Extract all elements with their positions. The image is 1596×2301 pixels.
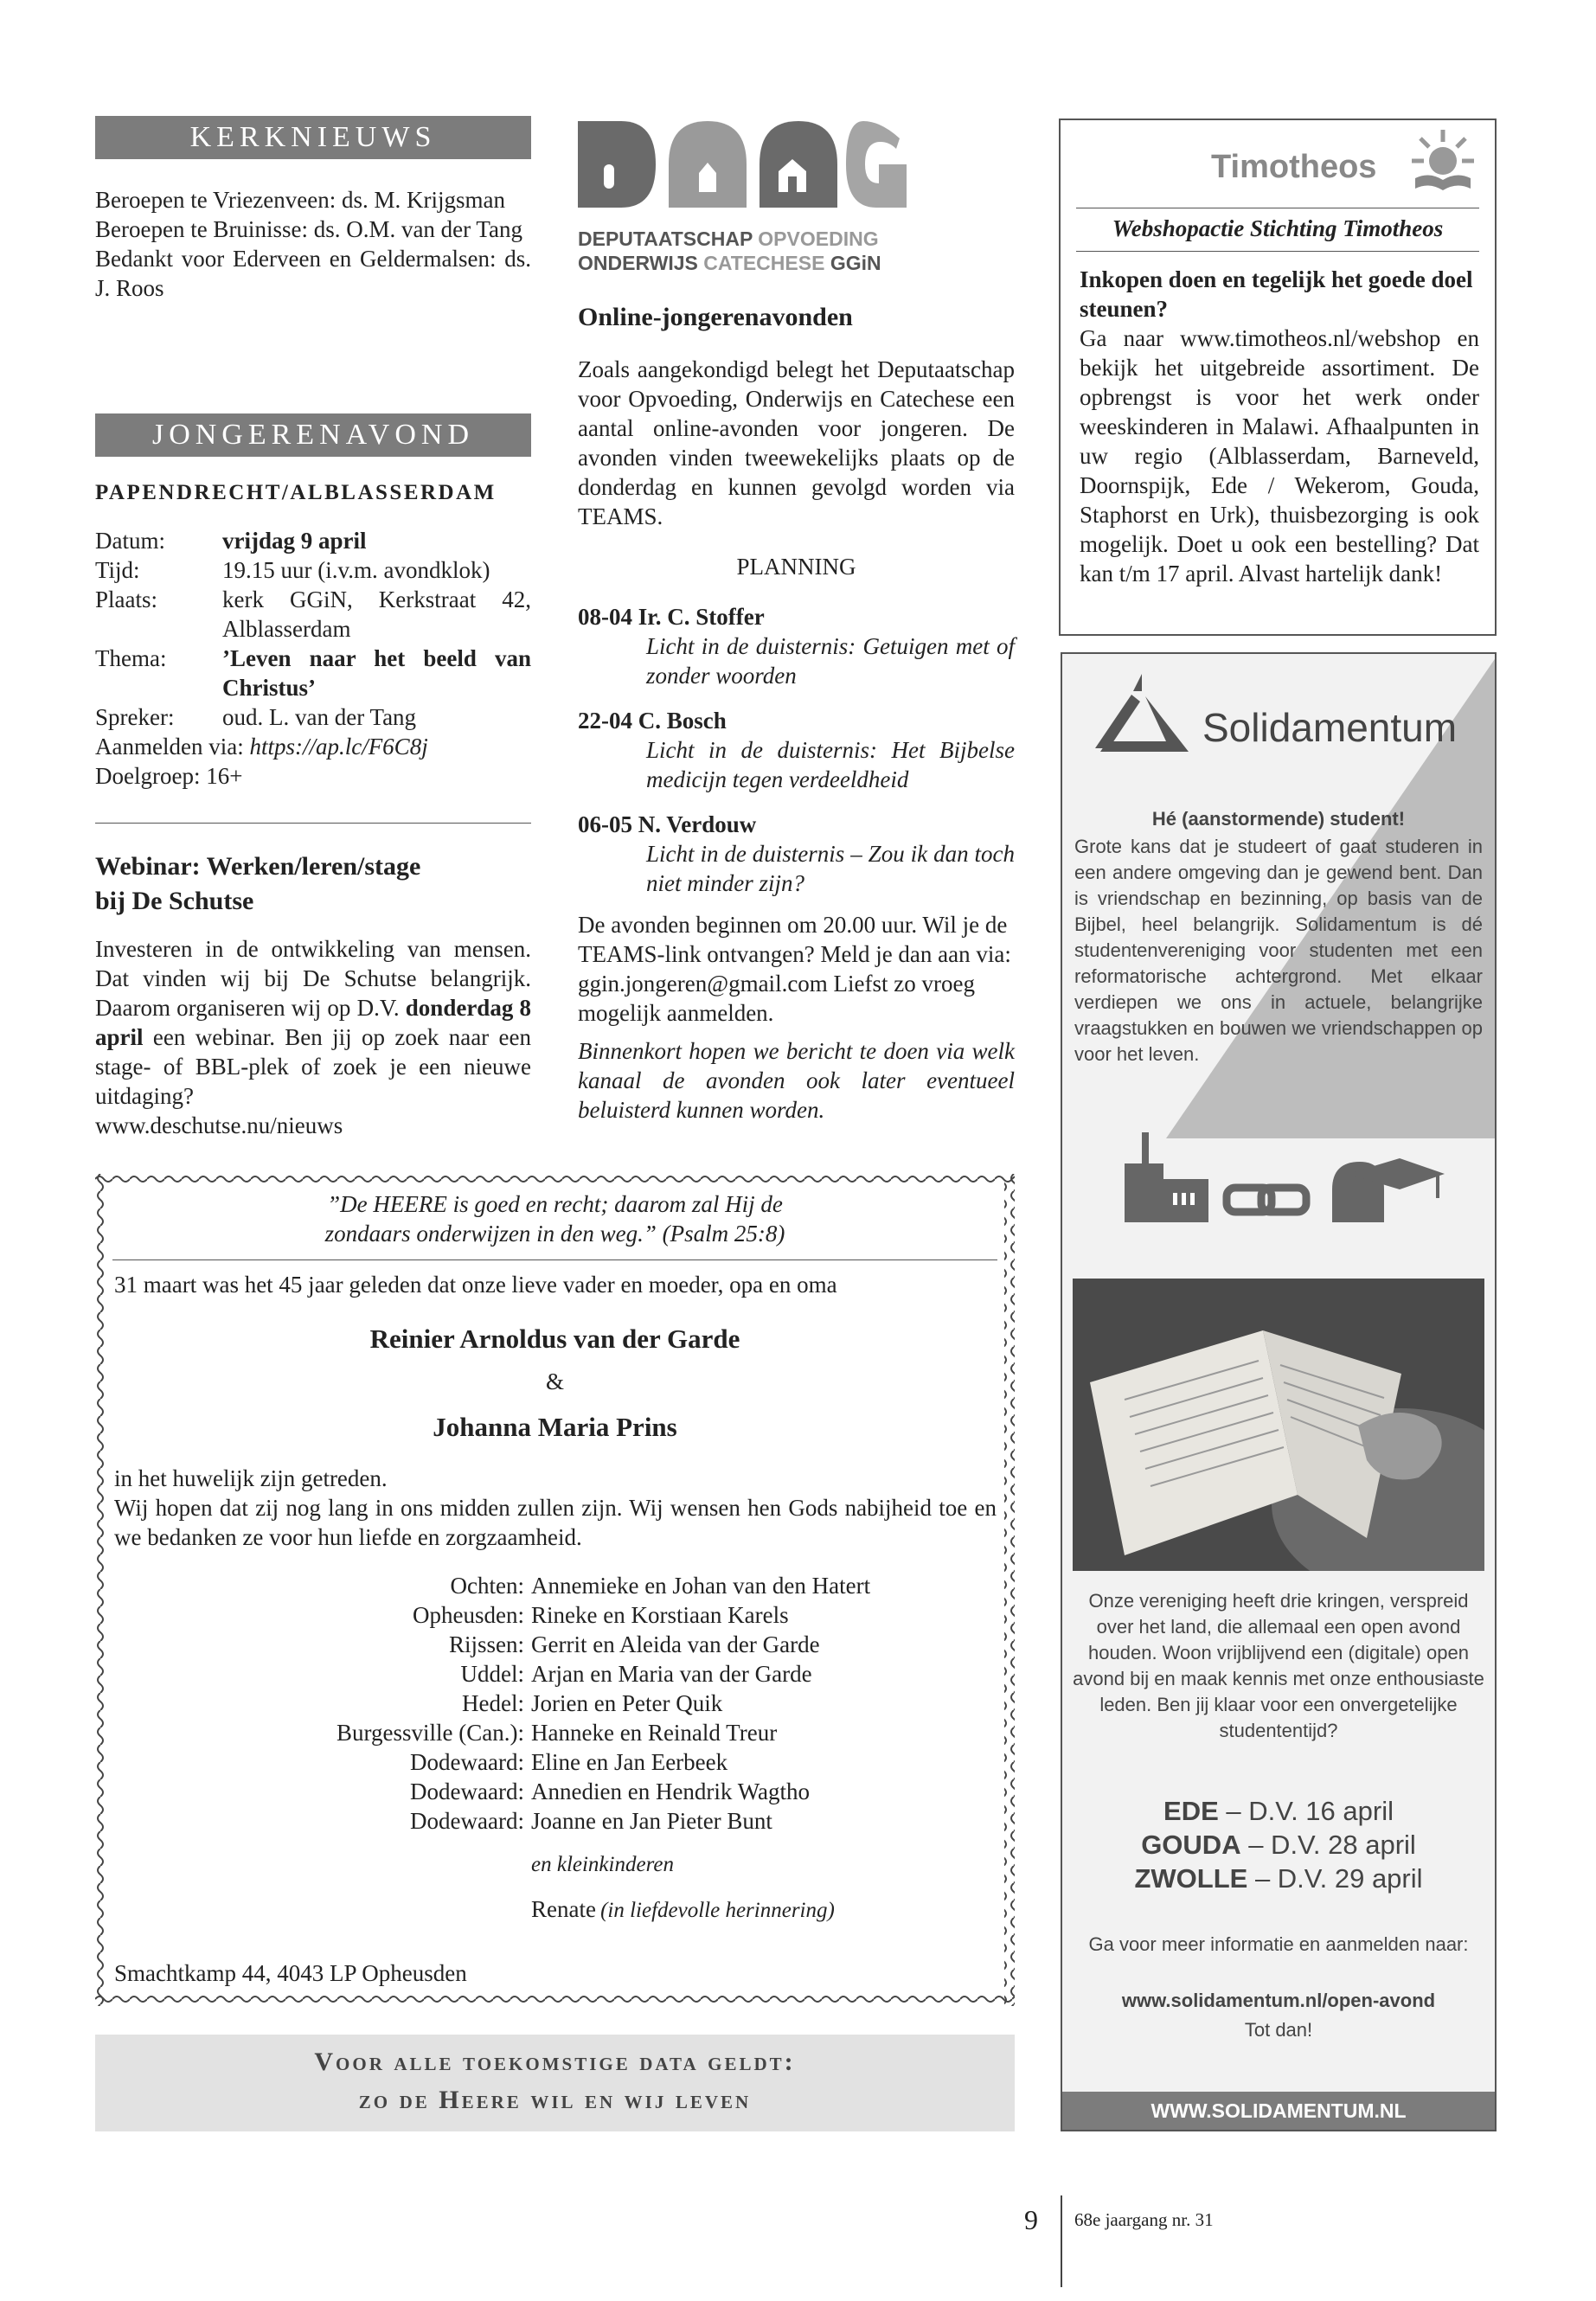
event-city: ZWOLLE <box>1134 1863 1248 1894</box>
family-names: Hanneke en Reinald Treur <box>531 1720 778 1746</box>
address: Smachtkamp 44, 4043 LP Opheusden <box>114 1960 467 1986</box>
planning-speaker: C. Bosch <box>638 708 727 734</box>
church-chain-graduation-icon <box>1125 1129 1445 1233</box>
event-date: – D.V. 29 april <box>1254 1863 1423 1894</box>
register-link[interactable]: https://ap.lc/F6C8j <box>249 734 428 760</box>
doog-title: Online-jongerenavonden <box>578 303 853 331</box>
logo-text: OPVOEDING <box>758 228 879 250</box>
anniversary-text <box>114 1464 997 1552</box>
family-place: Dodewaard: <box>410 1749 524 1775</box>
solidamentum-thanks: Tot dan! <box>1244 2019 1313 2041</box>
solidamentum-url[interactable]: www.solidamentum.nl/open-avond <box>1121 1990 1436 2011</box>
detail-value: ’Leven naar het beeld van Christus’ <box>222 645 531 701</box>
timotheos-logo-text: Timotheos <box>1211 149 1377 185</box>
family-place: Burgessville (Can.): <box>337 1720 524 1746</box>
family-place: Ochten: <box>450 1573 524 1599</box>
kerknieuws-list <box>95 185 531 303</box>
event-date: – D.V. 28 april <box>1248 1830 1416 1860</box>
doog-logo-graphic <box>578 112 907 209</box>
issue-info: 68e jaargang nr. 31 <box>1074 2209 1214 2230</box>
doog-closing-note: Binnenkort hopen we bericht te doen via welk kanaal de avonden ook later eventueel beluisterd kunnen worden. <box>578 1038 1015 1123</box>
anniversary-quote <box>112 1189 997 1248</box>
planning-topic: Licht in de duisternis: Getuigen met of zonder woorden <box>646 633 1015 689</box>
family-names: Rineke en Korstiaan Karels <box>531 1602 789 1628</box>
family-names: Annedien en Hendrik Wagtho <box>531 1779 810 1804</box>
event-row <box>1073 1828 1484 1862</box>
open-bible-image-icon <box>1073 1279 1484 1571</box>
logo-text: GGiN <box>830 252 881 274</box>
doog-logo-icon <box>578 112 907 209</box>
family-place: Rijssen: <box>448 1631 524 1657</box>
webinar-body <box>95 934 531 1140</box>
list-item: Bedankt voor Ederveen en Geldermalsen: ds. J. Roos <box>95 246 531 301</box>
divider <box>95 823 531 824</box>
planning-speaker: N. Verdouw <box>638 811 757 837</box>
family-row <box>112 1718 997 1747</box>
planning-item <box>578 602 1015 690</box>
solidamentum-footer-link[interactable]: WWW.SOLIDAMENTUM.NL <box>1062 2092 1495 2130</box>
anniversary-intro: 31 maart was het 45 jaar geleden dat onze lieve vader en moeder, opa en oma <box>114 1272 837 1298</box>
timotheos-logo <box>1410 128 1476 197</box>
quote-line: ”De HEERE is goed en recht; daarom zal Hij de <box>327 1191 783 1217</box>
event-row <box>1073 1794 1484 1828</box>
timotheos-lead: Inkopen doen en tegelijk het goede doel steunen? <box>1080 266 1473 322</box>
timotheos-body: Ga naar www.timotheos.nl/webshop en bekijk het uitgebreide assortiment. De opbrengst is voor het werk onder weeskinderen in Malawi. Afhaalpunten in uw regio (Alblasserdam, Barneveld, Doornspijk, Ede / Wekerom, Gouda, Staphorst en Urk), thuisbezorging is ook mogelijk. Doet u ook een bestelling? Dat kan t/m 17 april. Alvast hartelijk dank! <box>1080 325 1479 586</box>
event-date: – D.V. 16 april <box>1226 1796 1394 1826</box>
doog-logo-text <box>578 227 958 275</box>
detail-label: Thema: <box>95 645 167 671</box>
solidamentum-logo-icon <box>1092 670 1195 757</box>
name-wife: Johanna Maria Prins <box>433 1412 677 1442</box>
divider <box>1076 251 1479 252</box>
detail-value: 19.15 uur (i.v.m. avondklok) <box>222 557 490 583</box>
anniversary-line: in het huwelijk zijn getreden. <box>114 1465 388 1491</box>
ampersand: & <box>545 1368 564 1394</box>
event-city: EDE <box>1163 1796 1219 1826</box>
quote-line: zondaars onderwijzen in den weg.” (Psalm 25:8) <box>324 1221 785 1247</box>
solidamentum-logo-text: Solidamentum <box>1202 705 1458 750</box>
family-place: Dodewaard: <box>410 1779 524 1804</box>
webinar-text: Investeren in de ontwikkeling van mensen. Dat vinden wij bij De Schutse belangrijk. Daarom organiseren wij op D.V. <box>95 936 531 1021</box>
planning-label: PLANNING <box>736 554 856 580</box>
family-row <box>112 1600 997 1630</box>
detail-label: Plaats: <box>95 586 157 612</box>
anniversary-line: Wij hopen dat zij nog lang in ons midden zullen zijn. Wij wensen hen Gods nabijheid toe en we bedanken ze voor hun liefde en zorgzaamheid. <box>114 1495 997 1550</box>
solidamentum-events <box>1073 1794 1484 1895</box>
planning-date: 22-04 <box>578 708 632 734</box>
logo-text: DEPUTAATSCHAP <box>578 228 753 250</box>
renate-name: Renate <box>531 1896 596 1922</box>
family-names: Joanne en Jan Pieter Bunt <box>531 1808 772 1834</box>
family-row <box>112 1747 997 1777</box>
list-item: Beroepen te Vriezenveen: ds. M. Krijgsman <box>95 187 505 213</box>
family-names: Gerrit en Aleida van der Garde <box>531 1631 820 1657</box>
banner-line: Voor alle toekomstige data geldt: <box>314 2048 796 2076</box>
target-audience: Doelgroep: 16+ <box>95 763 243 789</box>
detail-value: kerk GGiN, Kerkstraat 42, Alblasserdam <box>222 586 531 642</box>
family-row <box>112 1630 997 1659</box>
planning-date: 08-04 <box>578 604 632 630</box>
family-names: Annemieke en Johan van den Hatert <box>531 1573 871 1599</box>
planning-topic: Licht in de duisternis: Het Bijbelse medicijn tegen verdeeldheid <box>646 737 1015 792</box>
jongerenavond-subtitle: PAPENDRECHT/ALBLASSERDAM <box>95 481 497 504</box>
event-row <box>1073 1862 1484 1895</box>
family-row <box>112 1571 997 1600</box>
solidamentum-headline: Hé (aanstormende) student! <box>1151 808 1406 830</box>
family-place: Uddel: <box>460 1661 524 1687</box>
kerknieuws-header: KERKNIEUWS <box>95 116 531 159</box>
renate-line <box>531 1896 835 1923</box>
family-names: Jorien en Peter Quik <box>531 1690 723 1716</box>
family-place: Hedel: <box>462 1690 524 1716</box>
webinar-date: donderdag 8 april <box>95 995 531 1050</box>
doog-intro: Zoals aangekondigd belegt het Deputaatschap voor Opvoeding, Onderwijs en Catechese een aantal online-avonden voor jongeren. De avonden vinden tweewekelijks plaats op de donderdag en kunnen gevolgd worden via TEAMS. <box>578 356 1015 529</box>
family-names: Eline en Jan Eerbeek <box>531 1749 728 1775</box>
planning-date: 06-05 <box>578 811 632 837</box>
solidamentum-body: Grote kans dat je studeert of gaat studeren in een andere omgeving dan je gewend bent. Dan is vriendschap en bezinning, op basis van de Bijbel, heel belangrijk. Solidamentum is dé studentenvereniging voor studenten met een reformatorische achtergrond. Met elkaar verdiepen we ons in actuele, belangrijke vraagstukken en bouwen we vriendschappen op voor het leven. <box>1074 836 1483 1065</box>
jongerenavond-header: JONGERENAVOND <box>95 413 531 457</box>
planning-item <box>578 706 1015 794</box>
planning-list <box>578 602 1015 1125</box>
planning-topic: Licht in de duisternis – Zou ik dan toch niet minder zijn? <box>646 841 1015 896</box>
page-number: 9 <box>1024 2204 1038 2235</box>
webinar-title-line: bij De Schutse <box>95 887 254 915</box>
divider <box>112 1259 997 1260</box>
grandchildren: en kleinkinderen <box>531 1853 674 1876</box>
webinar-link[interactable]: www.deschutse.nu/nieuws <box>95 1112 343 1138</box>
family-row <box>112 1777 997 1806</box>
family-place: Dodewaard: <box>410 1808 524 1834</box>
webinar-text: een webinar. Ben jij op zoek naar een stage- of BBL-plek of zoek je een nieuwe uitdaging? <box>95 1024 531 1109</box>
sun-book-icon <box>1410 128 1476 197</box>
family-row <box>112 1806 997 1836</box>
bible-photo <box>1073 1279 1484 1571</box>
closing-banner-text <box>95 2043 1015 2119</box>
detail-value: oud. L. van der Tang <box>222 704 417 730</box>
solidamentum-icons <box>1125 1129 1445 1233</box>
detail-label: Datum: <box>95 528 165 554</box>
timotheos-title: Webshopactie Stichting Timotheos <box>1112 215 1444 241</box>
doog-closing: De avonden beginnen om 20.00 uur. Wil je de TEAMS-link ontvangen? Meld je dan aan via: ggin.jongeren@gmail.com Liefst zo vroeg mogelijk aanmelden. <box>578 912 1011 1026</box>
planning-speaker: Ir. C. Stoffer <box>638 604 765 630</box>
detail-label: Tijd: <box>95 557 140 583</box>
family-list <box>112 1571 997 1836</box>
family-names: Arjan en Maria van der Garde <box>531 1661 812 1687</box>
jongerenavond-details <box>95 526 531 791</box>
detail-value: vrijdag 9 april <box>222 528 367 554</box>
event-city: GOUDA <box>1141 1830 1241 1860</box>
planning-item <box>578 810 1015 898</box>
list-item: Beroepen te Bruinisse: ds. O.M. van der Tang <box>95 216 523 242</box>
logo-text: CATECHESE <box>703 252 825 274</box>
detail-label: Spreker: <box>95 704 175 730</box>
logo-text: ONDERWIJS <box>578 252 698 274</box>
webinar-title <box>95 849 531 919</box>
family-place: Opheusden: <box>413 1602 524 1628</box>
webinar-title-line: Webinar: Werken/leren/stage <box>95 852 421 881</box>
family-row <box>112 1659 997 1689</box>
renate-note: (in liefdevolle herinnering) <box>600 1899 835 1922</box>
solidamentum-body2: Onze vereniging heeft drie kringen, verspreid over het land, die allemaal een open avond houden. Woon vrijblijvend een (digitale) open avond bij en maak kennis met onze enthousiaste leden. Ben jij klaar voor een onvergetelijke studententijd? <box>1073 1590 1484 1741</box>
solidamentum-logo <box>1092 670 1195 757</box>
register-label: Aanmelden via: <box>95 734 244 760</box>
solidamentum-more-info: Ga voor meer informatie en aanmelden naar: <box>1088 1933 1469 1955</box>
family-row <box>112 1689 997 1718</box>
footer-divider <box>1061 2195 1062 2287</box>
banner-line: zo de Heere wil en wij leven <box>358 2086 752 2114</box>
name-husband: Reinier Arnoldus van der Garde <box>369 1324 740 1354</box>
